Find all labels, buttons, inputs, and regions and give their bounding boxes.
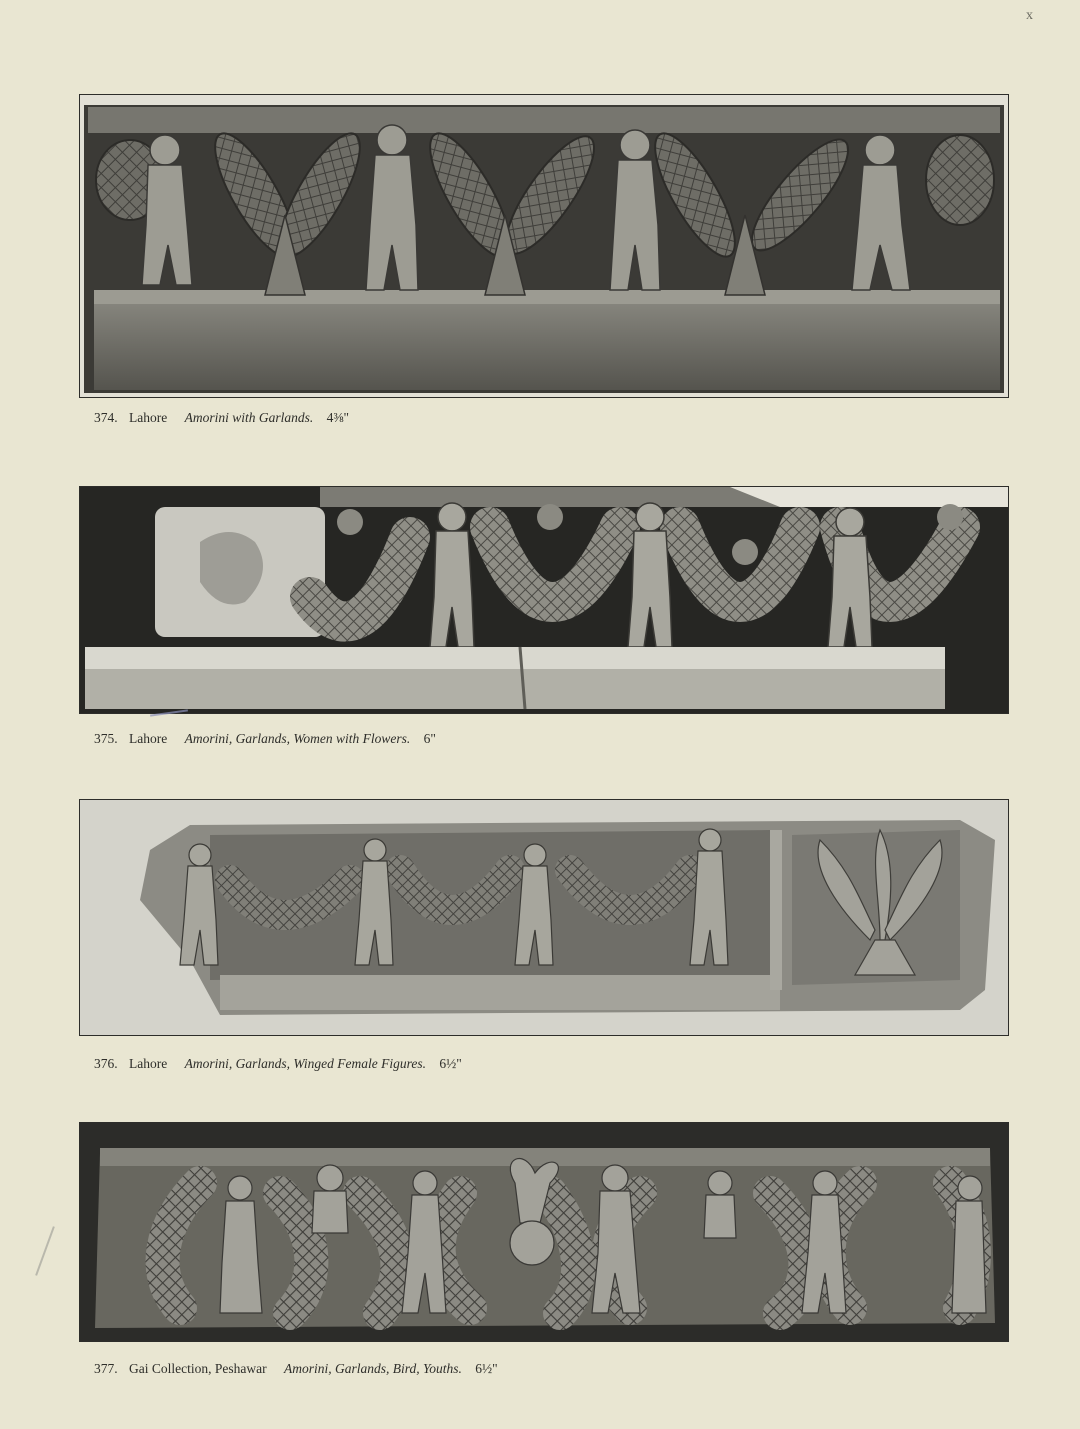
plate-size: 6½" xyxy=(475,1361,498,1376)
plate-number: 375. xyxy=(94,731,118,746)
plate-image-376 xyxy=(80,800,1008,1035)
caption-374 xyxy=(94,410,349,426)
plate-subject: Amorini, Garlands, Winged Female Figures. xyxy=(184,1056,426,1071)
caption-375 xyxy=(94,731,436,747)
margin-tick xyxy=(35,1226,55,1276)
plate-location: Lahore xyxy=(129,1056,168,1071)
plate-subject: Amorini, Garlands, Bird, Youths. xyxy=(283,1361,462,1376)
page-corner-mark: x xyxy=(1026,8,1033,23)
plate-image-375 xyxy=(80,487,1008,713)
caption-376 xyxy=(94,1056,462,1072)
plate-number: 374. xyxy=(94,410,118,425)
plate-size: 6½" xyxy=(439,1056,462,1071)
plate-number: 376. xyxy=(94,1056,118,1071)
plate-size: 6" xyxy=(423,731,436,746)
caption-377 xyxy=(94,1361,498,1377)
plate-location: Lahore xyxy=(129,410,168,425)
plate-number: 377. xyxy=(94,1361,118,1376)
plate-subject: Amorini with Garlands. xyxy=(184,410,314,425)
plate-size: 4⅜" xyxy=(326,410,350,425)
plate-image-374 xyxy=(80,95,1008,397)
plate-subject: Amorini, Garlands, Women with Flowers. xyxy=(184,731,411,746)
plate-location: Lahore xyxy=(129,731,168,746)
plate-location: Gai Collection, Peshawar xyxy=(129,1361,267,1376)
plate-image-377 xyxy=(80,1123,1008,1341)
